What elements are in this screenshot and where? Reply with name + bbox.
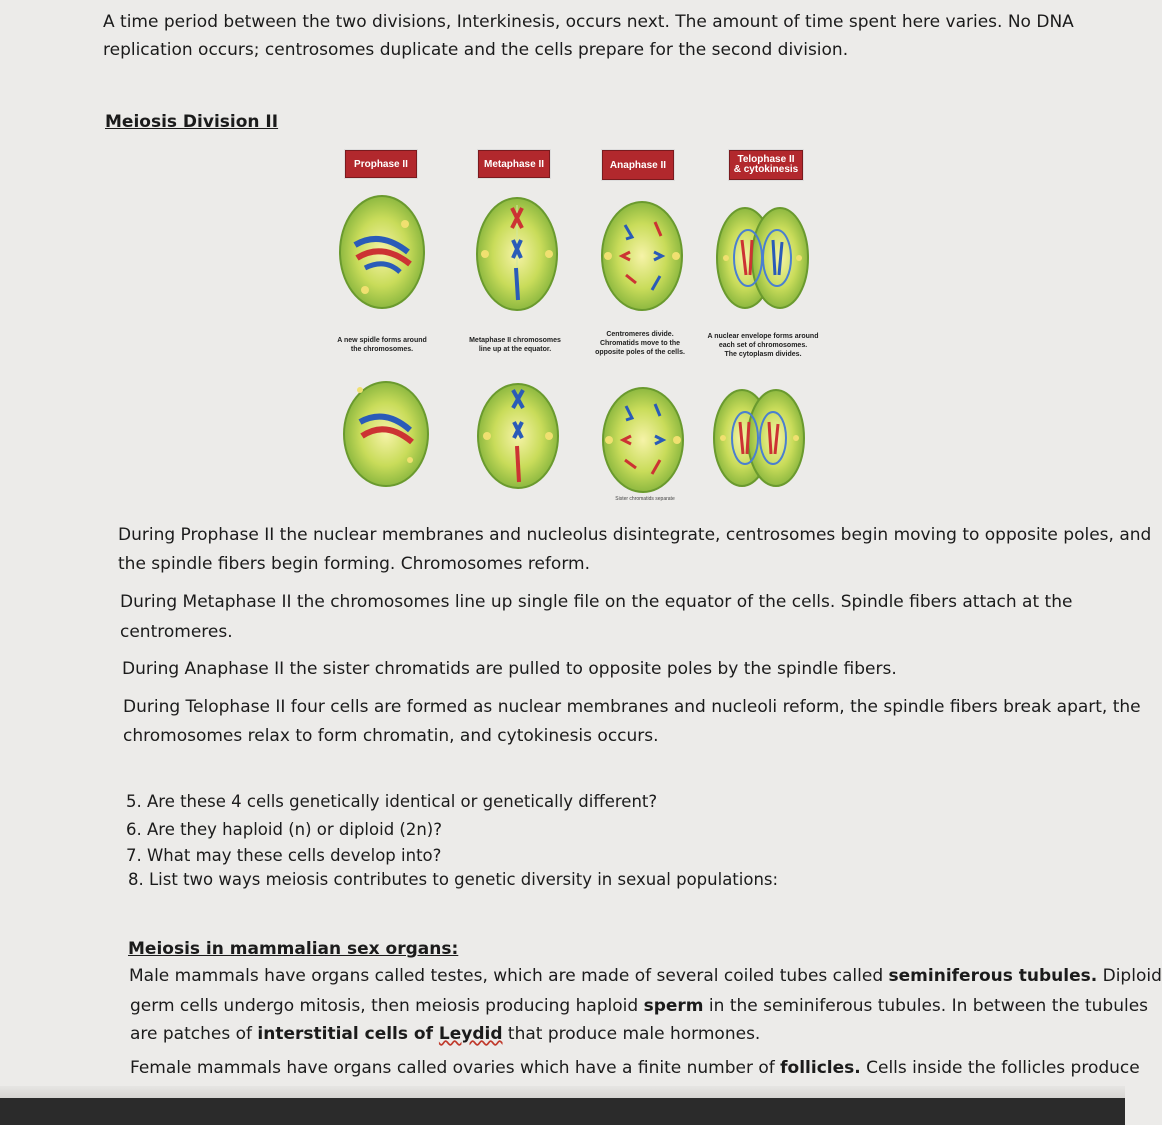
male-l3d: that produce male hormones. <box>502 1024 761 1044</box>
female-a: Female mammals have organs called ovaries which have a finite number of <box>130 1058 781 1078</box>
prophase-paragraph-line-1: During Prophase II the nuclear membranes and nucleolus disintegrate, centrosomes begin moving to opposite poles, and <box>118 525 1152 545</box>
label-anaphase-ii: Anaphase II <box>602 150 674 180</box>
anaphase-cell-bottom <box>603 388 683 492</box>
label-telophase-line-2: & cytokinesis <box>733 164 799 175</box>
telophase-cell-top <box>717 208 808 308</box>
caption-metaphase-line-2: line up at the equator. <box>478 346 552 353</box>
caption-telophase-line-2: each set of chromosomes. <box>718 342 808 349</box>
telophase-paragraph-line-2: chromosomes relax to form chromatin, and cytokinesis occurs. <box>123 726 659 746</box>
prophase-cell-top <box>340 196 424 308</box>
meiosis-ii-figure <box>330 140 830 515</box>
male-l2c: in the seminiferous tubules. In between the tubules <box>703 996 1149 1016</box>
caption-telophase-line-3: The cytoplasm divides. <box>724 351 802 358</box>
caption-metaphase-line-1: Metaphase II chromosomes <box>469 337 561 344</box>
caption-prophase <box>330 336 434 354</box>
label-prophase-ii: Prophase II <box>345 150 417 178</box>
label-metaphase-ii: Metaphase II <box>478 150 550 178</box>
male-l1c: Diploid <box>1097 966 1162 986</box>
caption-prophase-line-1: A new spidle forms around <box>337 337 427 344</box>
telophase-paragraph-line-1: During Telophase II four cells are formed as nuclear membranes and nucleoli reform, the spindle fibers break apart, the <box>123 697 1141 717</box>
female-paragraph-line-1 <box>130 1058 1140 1078</box>
caption-anaphase-line-1: Centromeres divide. <box>606 331 674 338</box>
caption-telophase <box>702 332 824 359</box>
male-paragraph-line-1 <box>129 966 1162 986</box>
metaphase-paragraph-line-2: centromeres. <box>120 622 233 642</box>
intro-line-1: A time period between the two divisions, Interkinesis, occurs next. The amount of time spent here varies. No DNA <box>103 12 1074 32</box>
question-5: 5. Are these 4 cells genetically identical or genetically different? <box>126 792 658 811</box>
cell-diagrams <box>330 140 830 515</box>
question-7: 7. What may these cells develop into? <box>126 846 442 865</box>
male-l3b: interstitial cells of <box>257 1024 439 1044</box>
male-paragraph-line-2 <box>130 996 1148 1016</box>
female-b: follicles. <box>780 1058 861 1078</box>
meiosis-ii-heading: Meiosis Division II <box>105 112 279 132</box>
mammalian-heading: Meiosis in mammalian sex organs: <box>128 939 459 959</box>
question-6: 6. Are they haploid (n) or diploid (2n)? <box>126 820 443 839</box>
question-8: 8. List two ways meiosis contributes to genetic diversity in sexual populations: <box>128 870 779 889</box>
telophase-cell-bottom <box>714 390 804 486</box>
anaphase-cell-top <box>602 202 682 310</box>
male-paragraph-line-3 <box>130 1024 760 1044</box>
caption-anaphase-line-3: opposite poles of the cells. <box>595 349 685 356</box>
prophase-paragraph-line-2: the spindle fibers begin forming. Chromosomes reform. <box>118 554 590 574</box>
caption-sister-chromatids: Sister chromatids separate <box>615 496 675 502</box>
metaphase-cell-top <box>477 198 557 310</box>
caption-prophase-line-2: the chromosomes. <box>350 346 414 353</box>
caption-anaphase-line-2: Chromatids move to the <box>599 340 681 347</box>
male-l3c: Leydid <box>438 1024 503 1044</box>
male-l3a: are patches of <box>130 1024 258 1044</box>
prophase-cell-bottom <box>344 382 428 486</box>
male-l2a: germ cells undergo mitosis, then meiosis producing haploid <box>130 996 644 1016</box>
male-l1b: seminiferous tubules. <box>888 966 1098 986</box>
female-c: Cells inside the follicles produce <box>860 1058 1140 1078</box>
metaphase-paragraph-line-1: During Metaphase II the chromosomes line up single file on the equator of the cells. Spindle fibers attach at the <box>120 592 1073 612</box>
caption-metaphase <box>463 336 567 354</box>
male-l1a: Male mammals have organs called testes, which are made of several coiled tubes called <box>129 966 889 986</box>
anaphase-paragraph-line-1: During Anaphase II the sister chromatids are pulled to opposite poles by the spindle fibers. <box>122 659 897 679</box>
metaphase-cell-bottom <box>478 384 558 488</box>
male-l2b: sperm <box>643 996 704 1016</box>
label-telophase-line-1: Telophase II <box>737 154 795 165</box>
intro-line-2: replication occurs; centrosomes duplicate and the cells prepare for the second division. <box>103 40 849 60</box>
caption-anaphase <box>588 330 692 357</box>
caption-telophase-line-1: A nuclear envelope forms around <box>707 333 819 340</box>
desk-surface <box>0 1098 1125 1125</box>
